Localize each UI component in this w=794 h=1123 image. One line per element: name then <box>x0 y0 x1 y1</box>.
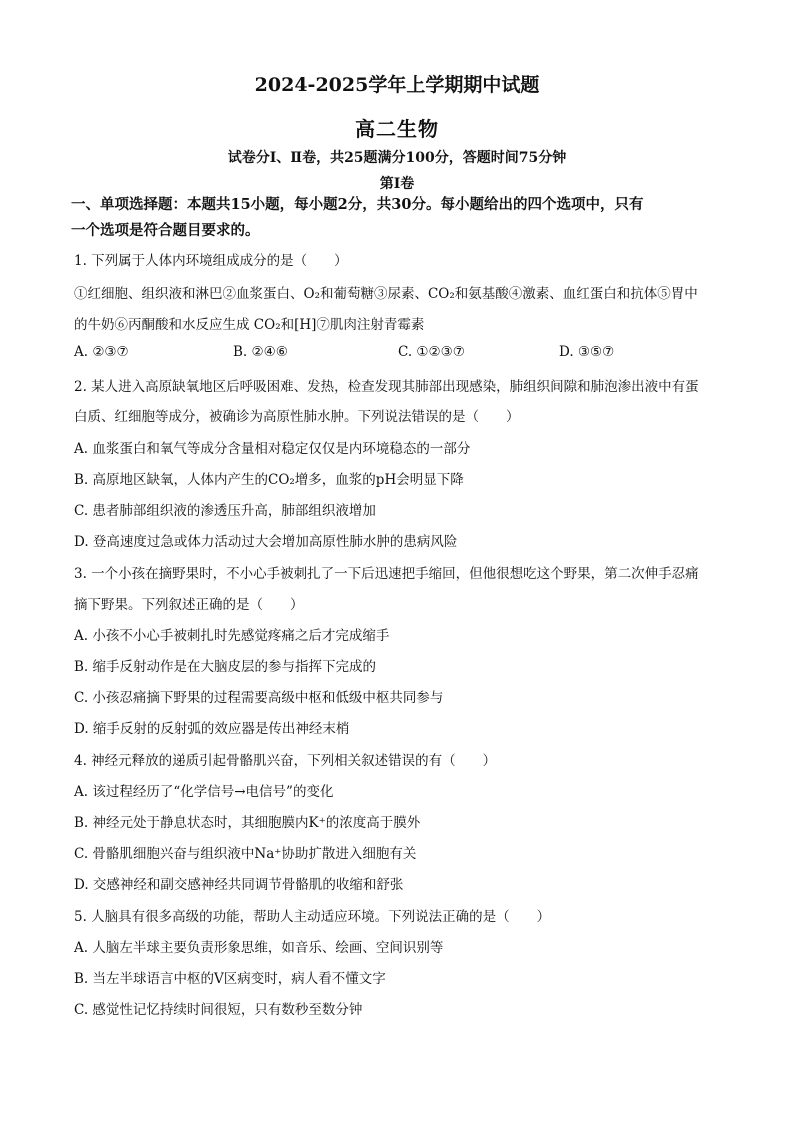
q1-option-b: B. ②④⑥ <box>233 344 288 360</box>
exam-title: 2024-2025学年上学期期中试题 <box>254 74 540 96</box>
volume-label: 第Ⅰ卷 <box>379 176 415 192</box>
q1-option-c: C. ①②③⑦ <box>398 344 465 360</box>
q4-option-c: C. 骨骼肌细胞兴奋与组织液中Na⁺协助扩散进入细胞有关 <box>74 846 417 862</box>
q4-option-b: B. 神经元处于静息状态时，其细胞膜内K⁺的浓度高于膜外 <box>74 815 421 831</box>
q5-stem: 5. 人脑具有很多高级的功能，帮助人主动适应环境。下列说法正确的是（ ） <box>74 909 551 925</box>
q1-items-line2: 的牛奶⑥丙酮酸和水反应生成 CO₂和[H]⑦肌肉注射青霉素 <box>74 317 425 333</box>
q3-option-c: C. 小孩忍痛摘下野果的过程需要高级中枢和低级中枢共同参与 <box>74 690 444 706</box>
q2-stem-line1: 2. 某人进入高原缺氧地区后呼吸困难、发热，检查发现其肺部出现感染，肺组织间隙和肺泡渗出液中有蛋 <box>74 379 699 395</box>
q5-option-b: B. 当左半球语言中枢的V区病变时，病人看不懂文字 <box>74 971 386 987</box>
section-heading-line2: 一个选项是符合题目要求的。 <box>71 222 260 239</box>
section-heading-line1: 一、单项选择题：本题共15小题，每小题2分，共30分。每小题给出的四个选项中，只有 <box>71 196 644 213</box>
q4-option-a: A. 该过程经历了“化学信号→电信号”的变化 <box>74 784 334 800</box>
q2-option-c: C. 患者肺部组织液的渗透压升高，肺部组织液增加 <box>74 503 376 519</box>
q3-option-a: A. 小孩不小心手被刺扎时先感觉疼痛之后才完成缩手 <box>74 628 390 644</box>
q1-option-d: D. ③⑤⑦ <box>559 344 615 360</box>
q5-option-c: C. 感觉性记忆持续时间很短，只有数秒至数分钟 <box>74 1002 363 1018</box>
q2-option-b: B. 高原地区缺氧，人体内产生的CO₂增多，血浆的pH会明显下降 <box>74 472 464 488</box>
q4-stem: 4. 神经元释放的递质引起骨骼肌兴奋，下列相关叙述错误的有（ ） <box>74 753 497 769</box>
subject-title: 高二生物 <box>355 117 439 141</box>
q3-stem-line2: 摘下野果。下列叙述正确的是（ ） <box>74 597 304 613</box>
q3-stem-line1: 3. 一个小孩在摘野果时，不小心手被刺扎了一下后迅速把手缩回，但他很想吃这个野果，第二次伸手忍痛 <box>74 566 699 582</box>
q1-items-line1: ①红细胞、组织液和淋巴②血浆蛋白、O₂和葡萄糖③尿素、CO₂和氨基酸④激素、血红蛋白和抗体⑤胃中 <box>74 286 698 302</box>
q2-option-a: A. 血浆蛋白和氧气等成分含量相对稳定仅仅是内环境稳态的一部分 <box>74 441 471 457</box>
q5-option-a: A. 人脑左半球主要负责形象思维，如音乐、绘画、空间识别等 <box>74 940 444 956</box>
exam-info: 试卷分Ⅰ、Ⅱ卷，共25题满分100分，答题时间75分钟 <box>227 150 567 166</box>
q1-stem: 1. 下列属于人体内环境组成成分的是（ ） <box>74 253 348 269</box>
q2-option-d: D. 登高速度过急或体力活动过大会增加高原性肺水肿的患病风险 <box>74 534 458 550</box>
q2-stem-line2: 白质、红细胞等成分，被确诊为高原性肺水肿。下列说法错误的是（ ） <box>74 409 520 425</box>
q3-option-b: B. 缩手反射动作是在大脑皮层的参与指挥下完成的 <box>74 659 377 675</box>
q3-option-d: D. 缩手反射的反射弧的效应器是传出神经末梢 <box>74 721 350 737</box>
q4-option-d: D. 交感神经和副交感神经共同调节骨骼肌的收缩和舒张 <box>74 877 404 893</box>
q1-option-a: A. ②③⑦ <box>74 344 129 360</box>
